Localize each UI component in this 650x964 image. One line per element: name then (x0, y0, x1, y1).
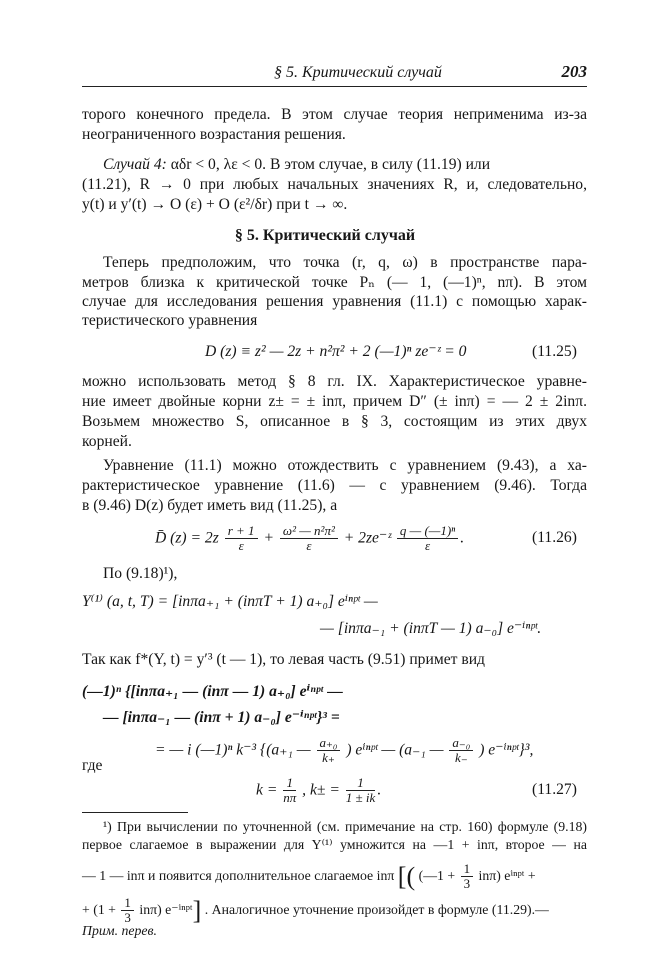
denominator: ε (238, 538, 244, 554)
fraction (317, 736, 341, 766)
eq-part: ) eⁱⁿᵖᵗ — (a₋₁ — (346, 741, 444, 759)
equation-number: (11.27) (532, 781, 577, 798)
fraction (346, 776, 376, 806)
equation-cube-line2: — [inπa₋₁ — (inπ + 1) a₋₀] e⁻ⁱⁿᵖᵗ}³ = (103, 709, 340, 726)
header-rule (82, 86, 587, 87)
equation-11-25: D (z) ≡ z² — 2z + n²π² + 2 (—1)ⁿ ze⁻ᶻ = 0 (205, 343, 467, 360)
footnote-part: (—1 + (418, 867, 456, 883)
numerator: a₋₀ (449, 736, 473, 751)
equation-cube-line3 (155, 736, 533, 766)
fraction (449, 736, 473, 766)
denominator: 3 (463, 876, 471, 892)
text-line: где (82, 757, 103, 774)
footnote-part: inπ) eⁱⁿᵖᵗ + (478, 867, 536, 883)
text-line: Возьмем множество S, описанное в § 3, состоящим из этих двух (82, 413, 587, 430)
eq-middle: + 2ze⁻ᶻ (343, 529, 391, 547)
denominator: 3 (124, 910, 131, 926)
denominator: nπ (283, 790, 297, 806)
equation-cube-line1: (—1)ⁿ {[inπa₊₁ — (inπ — 1) a₊₀] eⁱⁿᵖᵗ — (82, 683, 343, 700)
equation-number: (11.26) (532, 529, 577, 546)
equation-y1-line1: Y⁽¹⁾ (a, t, T) = [inπa₊₁ + (inπT + 1) a₊₀] eⁱⁿᵖᵗ — (82, 593, 378, 610)
case-4-line (103, 157, 587, 173)
equation-number: (11.25) (532, 343, 577, 360)
fraction (225, 524, 258, 554)
eq-lhs: D̄ (z) = 2z (155, 529, 219, 547)
running-title: § 5. Критический случай (274, 64, 442, 81)
equation-11-27: k = $\frac{1}{n\pi}$ , k± = $\frac{1}{1 \pm ik}$ . (256, 775, 382, 806)
text-line: метров близка к критической точке Pₙ (— 1, (—1)ⁿ, nπ). В этом (82, 274, 587, 291)
denominator: k₋ (455, 750, 468, 766)
text-line: торого конечного предела. В этом случае теория неприменима из-за (82, 106, 587, 123)
equation-y1-line2: — [inπa₋₁ + (inπT — 1) a₋₀] e⁻ⁱⁿᵖᵗ. (320, 620, 542, 637)
numerator: r + 1 (225, 524, 258, 539)
equation-11-26: D̄ (z) = 2z $\frac{r + 1}{\varepsilon}$ + $\frac{\text{ω² — n²π²}}{\varepsilon}$ + 2ze⁻ᶻ $\frac{\text{q — (—1)ⁿ}}{\varepsilon}$ . (155, 523, 465, 554)
text-line: теристического уравнения (82, 312, 258, 329)
text-line: можно использовать метод § 8 гл. IX. Характеристическое уравне- (82, 373, 587, 390)
denominator: ε (306, 538, 312, 554)
footnote-part: . Аналогичное уточнение произойдет в формуле (11.29).— (204, 901, 549, 917)
text-line: По (9.18)¹), (103, 565, 178, 582)
text-line: неограниченного возрастания решения. (82, 126, 346, 143)
denominator: ε (425, 538, 431, 554)
eq-part: , k± = (302, 781, 340, 799)
eq-part: k = (256, 781, 278, 799)
text-line: (11.21), R → 0 при любых начальных значениях R, и, следовательно, (82, 176, 587, 193)
footnote-part: — 1 — inπ и появится дополнительное слагаемое inπ (82, 867, 395, 883)
numerator: 1 (121, 896, 134, 911)
text-line: случае для исследования решения уравнения (11.1) с помощью харак- (82, 293, 587, 310)
text-line: Теперь предположим, что точка (r, q, ω) в пространстве пара- (103, 254, 587, 271)
numerator: 1 (283, 776, 296, 791)
numerator: 1 (346, 776, 376, 791)
case-4-label: Случай 4: (103, 156, 167, 173)
numerator: ω² — n²π² (280, 524, 338, 539)
page-header (82, 62, 587, 86)
fraction (397, 524, 458, 554)
text-line: Уравнение (11.1) можно отождествить с уравнением (9.43), а ха- (103, 457, 587, 474)
fraction (280, 524, 338, 554)
page-number: 203 (561, 62, 587, 81)
case-4-condition: αδr < 0, λε < 0. В этом случае, в силу (11.19) или (170, 156, 491, 173)
text-line: рактеристическое уравнение (11.6) — с уравнением (9.46). Тогда (82, 477, 587, 494)
footnote-line: ¹) При вычислении по уточненной (см. примечание на стр. 160) формуле (9.18) (103, 819, 587, 834)
text-line: корней. (82, 433, 132, 450)
footnote-line: Прим. перев. (82, 923, 157, 938)
fraction (283, 776, 296, 806)
footnote-line: + (1 + $\frac{1}{3}$ inπ) e⁻ⁱⁿᵖᵗ] . Аналогичное уточнение произойдет в формуле (11.29).— (82, 895, 549, 926)
footnote-line: первое слагаемое в выражении для Y⁽¹⁾ умножится на —1 + inπ, второе — на (82, 837, 587, 852)
eq-part: = — i (—1)ⁿ k⁻³ {(a₊₁ — (155, 741, 311, 759)
footnote-line: — 1 — inπ и появится дополнительное слагаемое inπ [( (—1 + $\frac{1}{3}$ inπ) eⁱⁿᵖᵗ + (82, 861, 536, 892)
eq-part: ) e⁻ⁱⁿᵖᵗ}³, (479, 741, 534, 759)
text-line: y(t) и y′(t) → O (ε) + O (ε²/δr) при t → ∞. (82, 196, 348, 213)
text-line: Так как f*(Y, t) = y′³ (t — 1), то левая часть (9.51) примет вид (82, 651, 485, 668)
numerator: 1 (461, 862, 474, 877)
numerator: a₊₀ (317, 736, 341, 751)
fraction (121, 896, 134, 926)
section-heading: § 5. Критический случай (234, 227, 416, 244)
denominator: k₊ (322, 750, 335, 766)
footnote-rule (82, 812, 188, 813)
numerator: q — (—1)ⁿ (397, 524, 458, 539)
text-line: ние имеет двойные корни z± = ± inπ, причем D″ (± inπ) = — 2 ± 2inπ. (82, 393, 587, 410)
text-line: в (9.46) D(z) будет иметь вид (11.25), а (82, 497, 338, 514)
footnote-part: + (1 + (82, 901, 116, 917)
fraction (461, 862, 474, 892)
denominator: 1 ± ik (345, 790, 376, 806)
footnote-part: inπ) e⁻ⁱⁿᵖᵗ (139, 901, 193, 917)
